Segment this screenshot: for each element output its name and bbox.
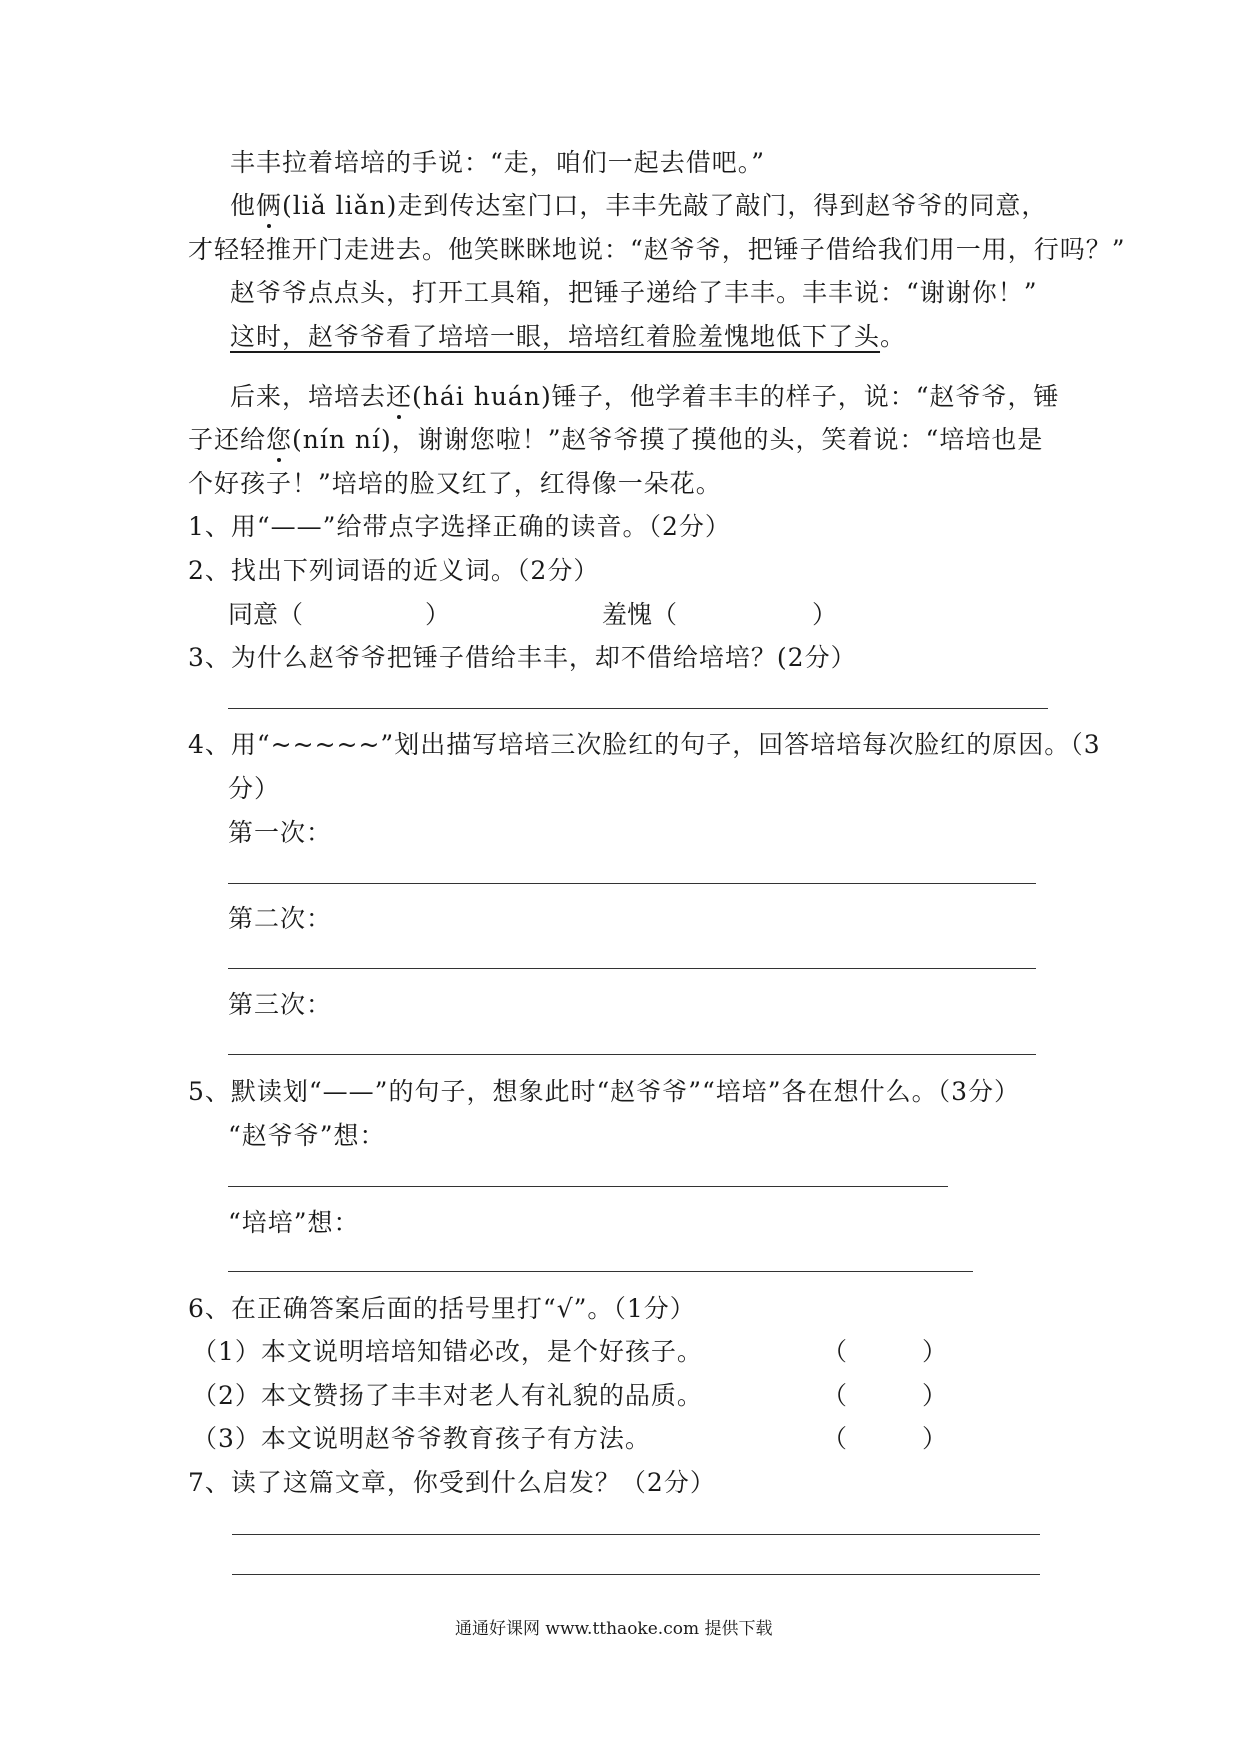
- question-2: 2、找出下列词语的近义词。（2分）: [188, 556, 600, 585]
- question-7: 7、读了这篇文章，你受到什么启发？（2分）: [188, 1468, 716, 1497]
- synonym-word-1: 同意（: [228, 600, 304, 629]
- synonym-paren-close-1: ）: [425, 600, 451, 629]
- answer-line-q7-1[interactable]: [232, 1534, 1040, 1535]
- answer-line-q4-second[interactable]: [228, 968, 1036, 969]
- question-6: 6、在正确答案后面的括号里打“√”。（1分）: [188, 1294, 696, 1323]
- passage-text: (nín ní)，谢谢您啦！”赵爷爷摸了摸他的头，笑着说：“培培也是: [292, 425, 1044, 454]
- q5-zhao-label: “赵爷爷”想：: [228, 1121, 386, 1150]
- q6-option-1: （1）本文说明培培知错必改，是个好孩子。: [192, 1337, 703, 1366]
- synonym-word-2: 羞愧（: [602, 600, 678, 629]
- passage-text: 。: [880, 322, 907, 351]
- answer-line-q5-zhao[interactable]: [228, 1186, 948, 1187]
- passage-paragraph-3: 赵爷爷点点头，打开工具箱，把锤子递给了丰丰。丰丰说：“谢谢你！”: [230, 278, 1038, 307]
- q4-first-label: 第一次：: [228, 818, 333, 847]
- passage-paragraph-2-line-2: 才轻轻推开门走进去。他笑眯眯地说：“赵爷爷，把锤子借给我们用一用，行吗？”: [188, 235, 1126, 264]
- q6-option-3: （3）本文说明赵爷爷教育孩子有方法。: [192, 1424, 651, 1453]
- question-4: 4、用“~~~~~”划出描写培培三次脸红的句子，回答培培每次脸红的原因。（3: [188, 730, 1101, 759]
- dotted-character: 您: [266, 425, 293, 454]
- passage-text: (liǎ liǎn)走到传达室门口，丰丰先敲了敲门，得到赵爷爷的同意，: [282, 191, 1048, 220]
- dotted-character: 俩: [256, 191, 283, 220]
- q5-pei-label: “培培”想：: [228, 1208, 360, 1237]
- question-4-continued: 分）: [228, 774, 281, 803]
- q4-second-label: 第二次：: [228, 904, 333, 933]
- passage-text: 后来，培培去: [230, 382, 387, 411]
- passage-paragraph-2-line-1: [230, 191, 1047, 221]
- passage-paragraph-5-line-1: [230, 382, 1059, 412]
- underlined-sentence: 这时，赵爷爷看了培培一眼，培培红着脸羞愧地低下了头: [230, 322, 881, 351]
- passage-paragraph-4: [230, 322, 906, 352]
- q6-option-2-answer-box[interactable]: （ ）: [822, 1381, 948, 1410]
- answer-line-q7-2[interactable]: [232, 1574, 1040, 1575]
- passage-paragraph-5-line-2: [188, 425, 1043, 455]
- answer-line-q3[interactable]: [228, 708, 1048, 709]
- passage-text: 他: [230, 191, 257, 220]
- answer-line-q5-pei[interactable]: [228, 1271, 973, 1272]
- synonym-paren-close-2: ）: [812, 600, 838, 629]
- q4-third-label: 第三次：: [228, 990, 333, 1019]
- passage-text: 子还给: [188, 425, 267, 454]
- passage-paragraph-5-line-3: 个好孩子！”培培的脸又红了，红得像一朵花。: [188, 469, 722, 498]
- q6-option-1-answer-box[interactable]: （ ）: [822, 1337, 948, 1366]
- question-1: 1、用“——”给带点字选择正确的读音。（2分）: [188, 512, 731, 541]
- answer-line-q4-first[interactable]: [228, 883, 1036, 884]
- q6-option-2: （2）本文赞扬了丰丰对老人有礼貌的品质。: [192, 1381, 703, 1410]
- footer-credit: 通通好课网 www.tthaoke.com 提供下载: [455, 1619, 773, 1639]
- answer-line-q4-third[interactable]: [228, 1054, 1036, 1055]
- passage-paragraph-1: 丰丰拉着培培的手说：“走，咱们一起去借吧。”: [230, 148, 766, 177]
- dotted-character: 还: [386, 382, 413, 411]
- q6-option-3-answer-box[interactable]: （ ）: [822, 1424, 948, 1453]
- question-5: 5、默读划“——”的句子，想象此时“赵爷爷”“培培”各在想什么。（3分）: [188, 1077, 1020, 1106]
- passage-text: (hái huán)锤子，他学着丰丰的样子，说：“赵爷爷，锤: [412, 382, 1060, 411]
- question-3: 3、为什么赵爷爷把锤子借给丰丰，却不借给培培？(2分）: [188, 643, 857, 672]
